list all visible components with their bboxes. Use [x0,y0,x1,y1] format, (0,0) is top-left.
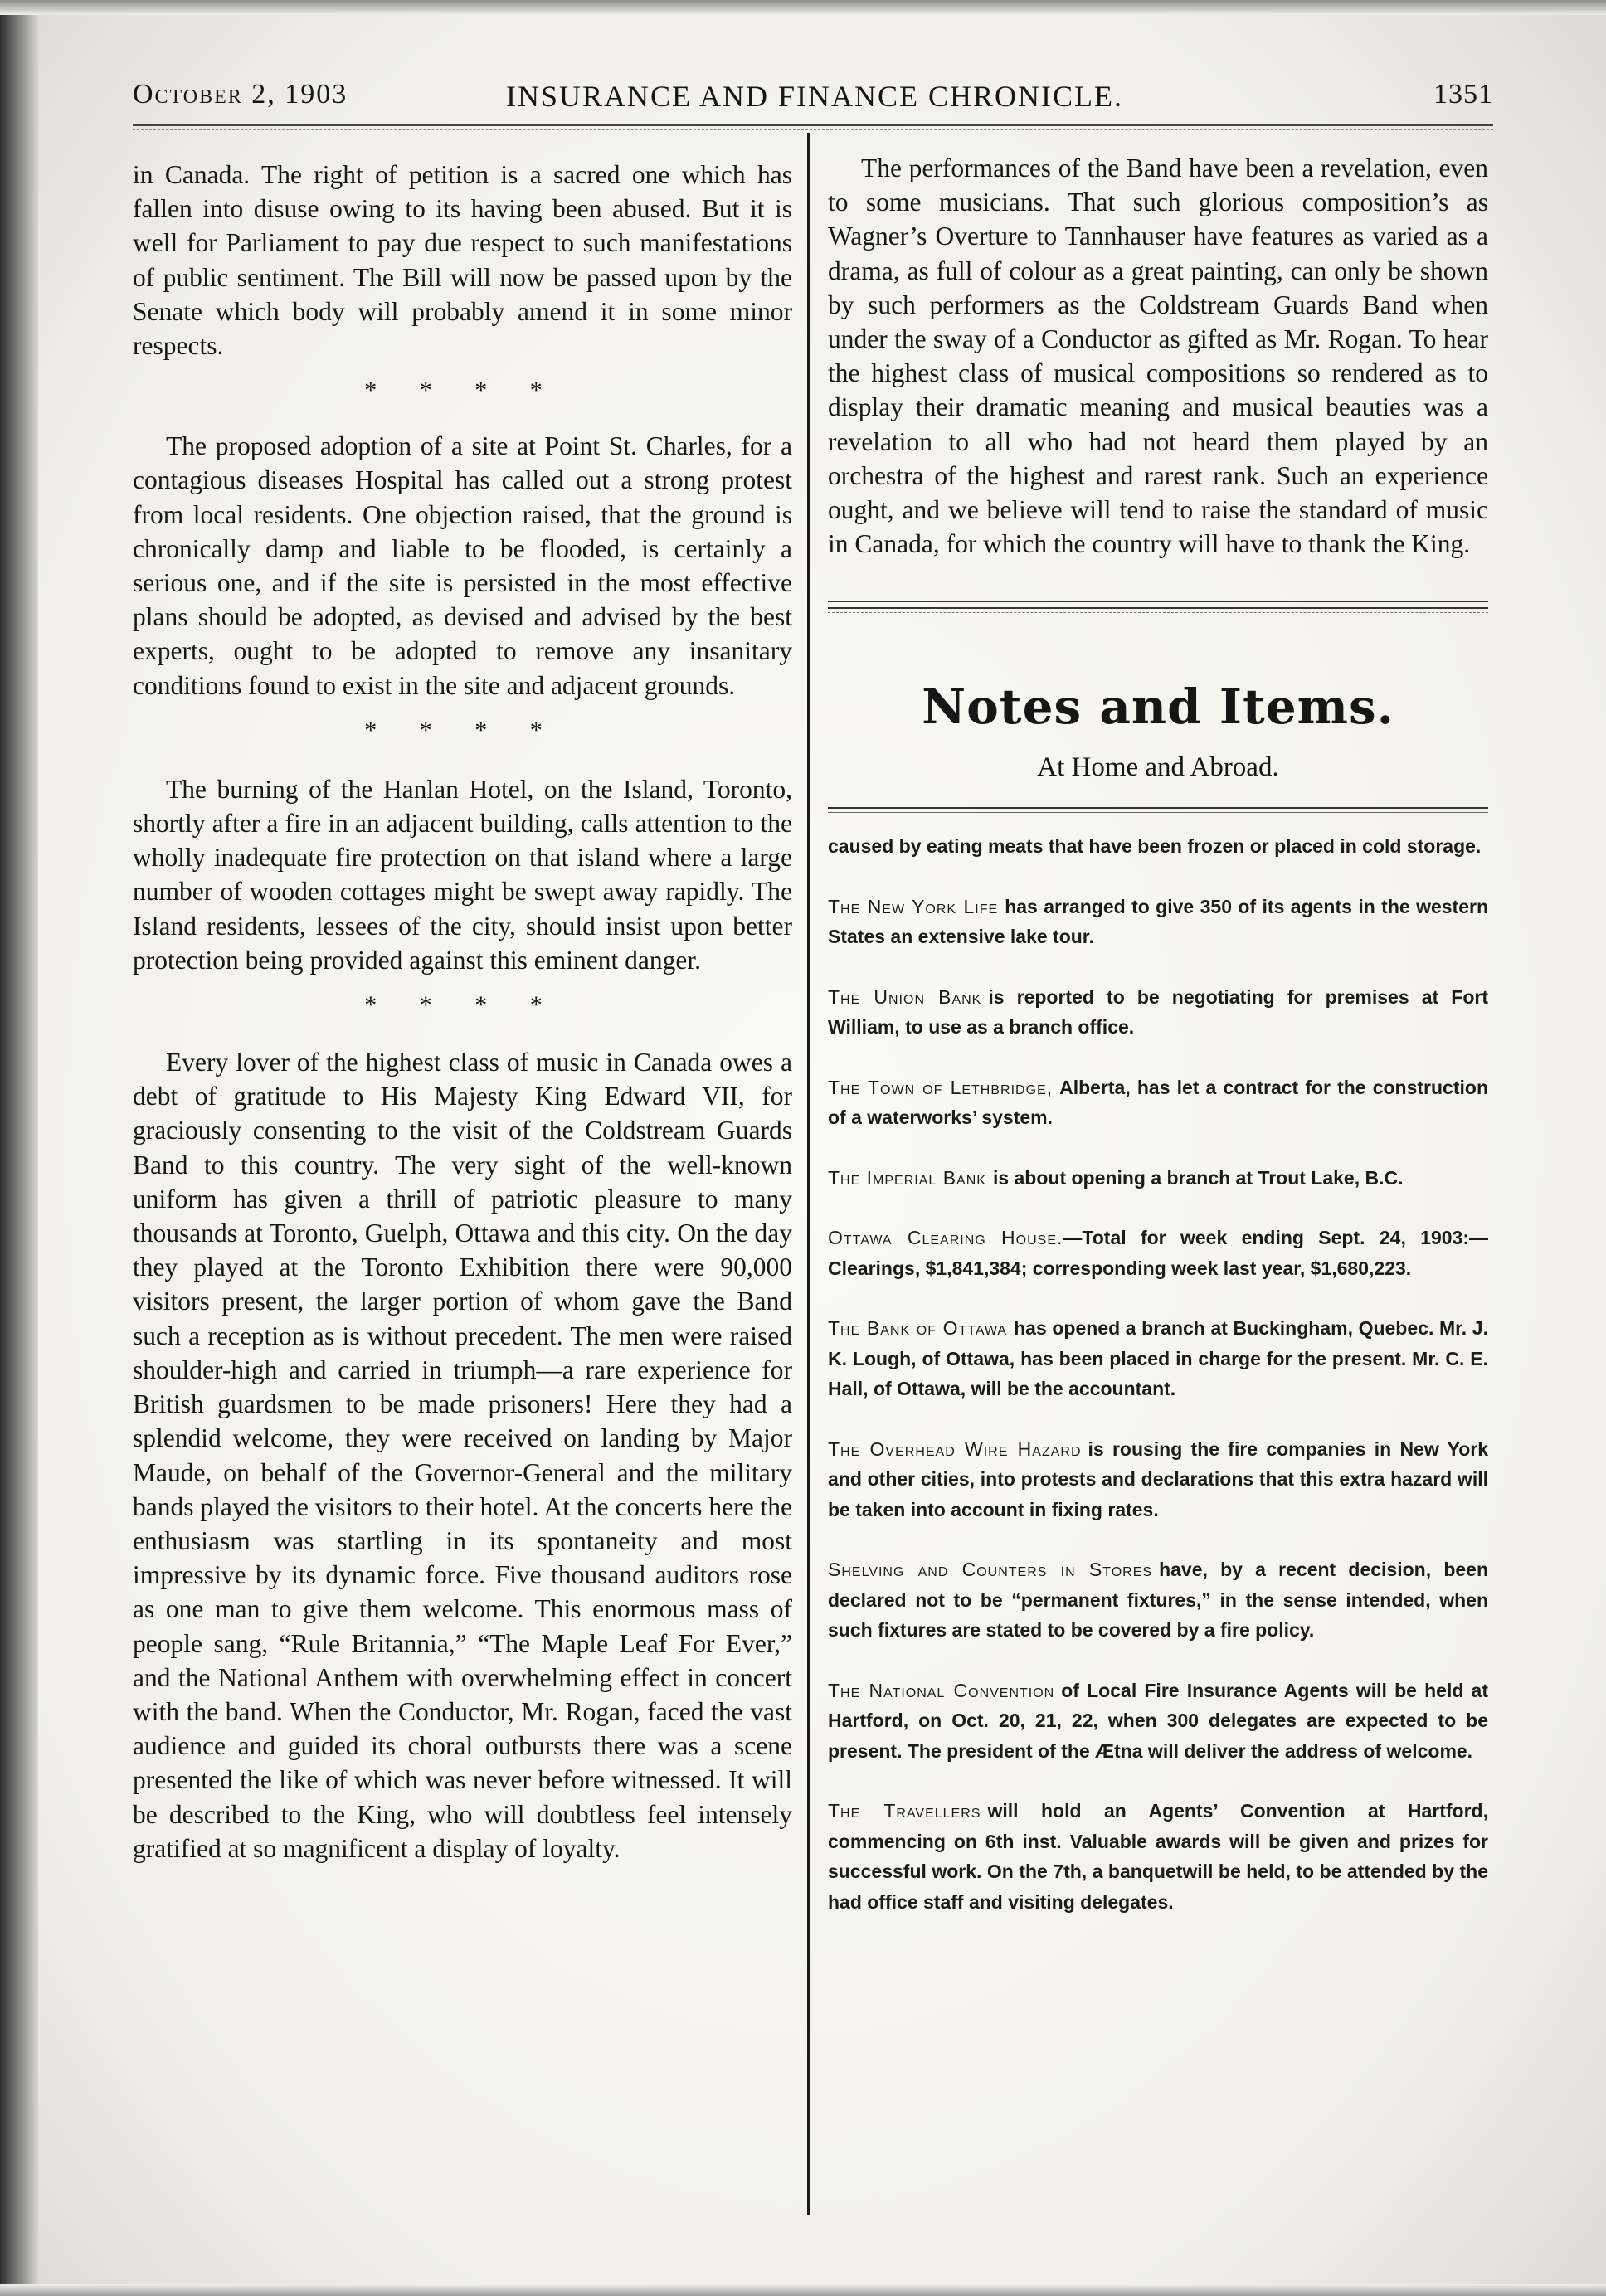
section-rule [828,812,1488,813]
publication-title: INSURANCE AND FINANCE CHRONICLE. [506,80,1124,113]
news-item-lead: Shelving and Counters in Stores [828,1559,1153,1581]
news-item [828,1434,1488,1525]
article-paragraph: The burning of the Hanlan Hotel, on the Island, Toronto, shortly after a fire in an adjacent building, calls attention to the wholly inadequate fire protection on that island where a large number of wooden cottages might be swept away rapidly. The Island residents, lessees of the city, should insist upon better protection being provided against this eminent danger. [133,774,792,975]
news-item-lead: The Travellers [828,1800,981,1822]
section-rule-dashed [828,612,1488,613]
section-subtitle: At Home and Abroad. [1037,752,1279,783]
news-item-lead: The Overhead Wire Hazard [828,1437,1082,1460]
issue-date: October 2, 1903 [133,79,348,109]
section-rule [828,807,1488,809]
news-item [828,1554,1488,1646]
article-paragraph: The performances of the Band have been a revelation, even to some musicians. That such glorious composition’s as Wagner’s Overture to Tannhauser have features as varied as a drama, as full of colour as a great painting, can only be shown by such performers as the Coldstream Guards Band when under the sway of a Conductor as gifted as Mr. Rogan. To hear the highest class of musical compositions so rendered as to display their dramatic meaning and musical beauties was a revelation to all who had not heard them played by an orchestra of the highest and rarest rank. Such an experience ought, and we believe will tend to raise the standard of music in Canada, for which the country will have to thank the King. [828,153,1488,559]
news-items [828,831,1488,1917]
article-paragraph: The proposed adoption of a site at Point St. Charles, for a contagious diseases Hospital has called out a strong protest from local residents. One objection raised, that the ground is chronically damp and liable to be flooded, is certainly a serious one, and if the site is persisted in the most effective plans should be adopted, as devised and advised by the best experts, ought to be adopted to remove any insanitary conditions found to exist in the site and adjacent grounds. [133,431,792,700]
right-column [828,151,1488,1947]
section-separator: * * * * [364,716,561,744]
news-item-lead: The Union Bank [828,985,982,1008]
news-item [828,831,1488,862]
news-item [828,892,1488,952]
news-item-text: is reported to be negotiating for premises at Fort William, to use as a branch office. [828,985,1488,1039]
article-paragraph: Every lover of the highest class of music in Canada owes a debt of gratitude to His Majesty King Edward VII, for graciously consenting to the visit of the Coldstream Guards Band to this country. The very sight of the well-known uniform has given a thrill of patriotic pleasure to many thousands at Toronto, Guelph, Ottawa and this city. On the day they played at the Toronto Exhibition there were 90,000 visitors present, the larger portion of whom gave the Band such a reception as is without precedent. The men were raised shoulder-high and carried in triumph—a rare experience for British guardsmen to be made prisoners! Here they had a splendid welcome, they were received on landing by Major Maude, on behalf of the Governor-General and the military bands played the visitors to their hotel. At the concerts here the enthusiasm was startling in its spontaneity and most impressive by its dynamic force. Five thousand auditors rose as one man to give them welcome. This enormous mass of people sang, “Rule Britannia,” “The Maple Leaf For Ever,” and the National Anthem with overwhelming effect in concert with the band. When the Conductor, Mr. Rogan, faced the vast audience and guided its choral outbursts there was a scene presented the like of which was never before witnessed. It will be described to the King, who will doubtless feel intensely gratified at so magnificent a display of loyalty. [133,1048,792,1863]
news-item-lead: The Bank of Ottawa [828,1317,1008,1340]
news-item-lead: The Imperial Bank [828,1166,986,1189]
news-item-lead: The New York Life [828,895,999,917]
news-item [828,1796,1488,1917]
news-item-text: has opened a branch at Buckingham, Quebec. Mr. J. K. Lough, of Ottawa, has been placed in charge for the present. Mr. C. E. Hall, of Ottawa, will be the accountant. [828,1317,1488,1400]
column-divider [807,133,810,2215]
news-item-text: —Total for week ending Sept. 24, 1903:—Clearings, $1,841,384; corresponding week last year, $1,680,223. [828,1227,1489,1279]
section-separator: * * * * [364,377,561,405]
news-item-text: caused by eating meats that have been frozen or placed in cold storage. [828,835,1482,858]
news-item-lead: The Town of Lethbridge, [828,1076,1054,1098]
page-number: 1351 [1433,79,1493,109]
scan-bottom-edge [0,2284,1606,2296]
running-head [133,79,1493,120]
header-rule-dashed [133,129,1493,130]
news-item-text: of Local Fire Insurance Agents will be held at Hartford, on Oct. 20, 21, 22, when 300 delegates are expected to be present. The president of the Ætna will deliver the address of welcome. [828,1679,1489,1762]
news-item-lead: The National Convention [828,1679,1055,1701]
news-item [828,1223,1488,1283]
section-rule [828,607,1488,609]
news-item [828,982,1488,1043]
news-item [828,1313,1488,1404]
scan-top-edge [0,0,1606,15]
news-item-text: is about opening a branch at Trout Lake, B.C. [992,1166,1404,1189]
news-item [828,1073,1488,1133]
section-rule [828,601,1488,602]
section-title: Notes and Items. [922,679,1394,736]
scan-left-edge [0,0,38,2296]
left-column [133,158,792,1866]
news-item-text: will hold an Agents’ Convention at Hartford, commencing on 6th inst. Valuable awards will be given and prizes for successful work. On the 7th, a banquetwill be held, to be attended by the had office staff and visiting delegates. [828,1800,1488,1913]
header-rule [133,124,1493,126]
news-item-text: Alberta, has let a contract for the construction of a waterworks’ system. [828,1076,1488,1129]
news-item-text: have, by a recent decision, been declared not to be “permanent fixtures,” in the sense intended, when such fixtures are stated to be covered by a fire policy. [828,1559,1488,1642]
news-item-lead: Ottawa Clearing House. [828,1227,1063,1249]
news-item-text: is rousing the fire companies in New York and other cities, into protests and declarations that this extra hazard will be taken into account in fixing rates. [828,1437,1489,1520]
news-item-text: has arranged to give 350 of its agents in the western States an extensive lake tour. [828,895,1489,948]
news-item [828,1163,1488,1194]
section-separator: * * * * [364,991,561,1019]
news-item [828,1676,1488,1767]
article-paragraph: in Canada. The right of petition is a sacred one which has fallen into disuse owing to its having been abused. But it is well for Parliament to pay due respect to such manifestations of public sentiment. The Bill will now be passed upon by the Senate which body will probably amend it in some minor respects. [133,160,792,361]
